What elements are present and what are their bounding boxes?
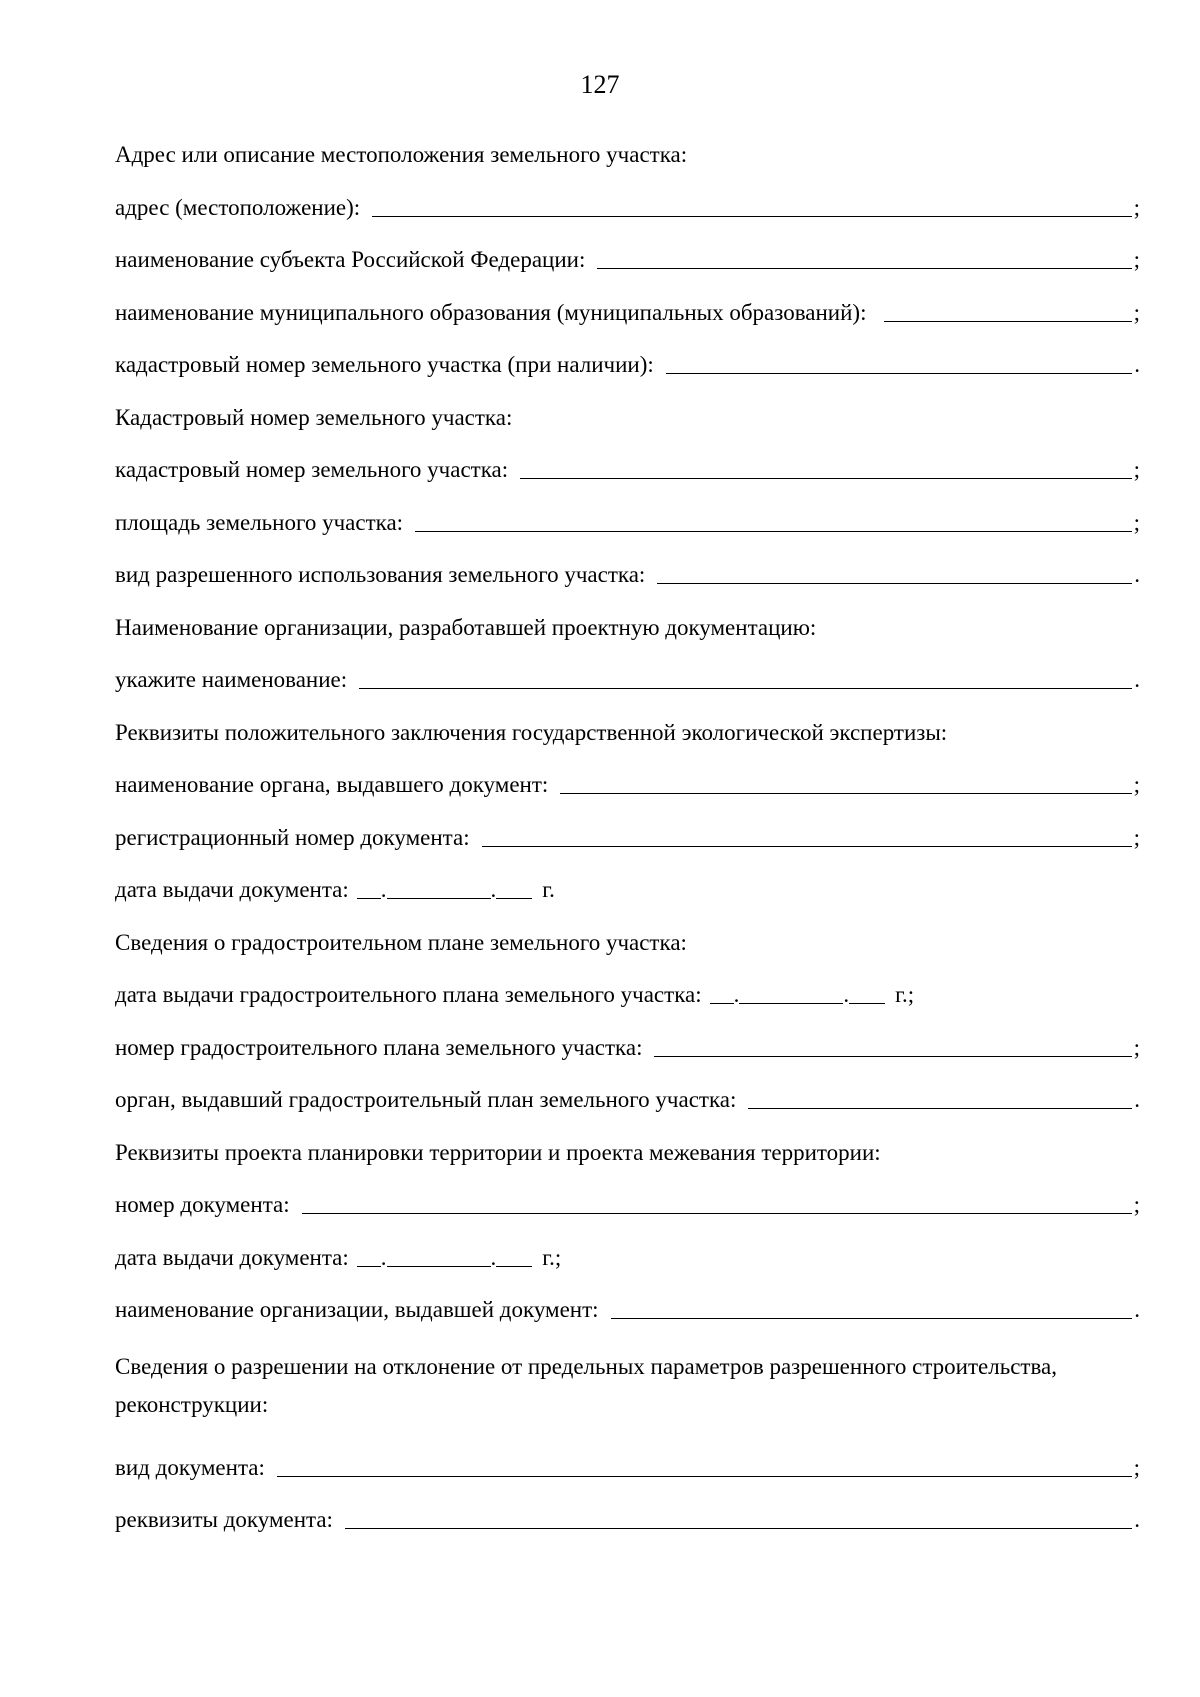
- form-body: [115, 140, 1140, 1558]
- planning-org-label: наименование организации, выдавшей документ:: [115, 1297, 599, 1322]
- subject-row: [115, 245, 1140, 298]
- planning-org-field[interactable]: [611, 1298, 1133, 1319]
- cadastral-optional-label: кадастровый номер земельного участка (при наличии):: [115, 352, 654, 377]
- gpzu-authority-row: [115, 1085, 1140, 1138]
- section-heading-address: Адрес или описание местоположения земельного участка:: [115, 142, 688, 167]
- gpzu-date-row: [115, 980, 1140, 1033]
- section-heading-deviation: Сведения о разрешении на отклонение от предельных параметров разрешенного строительства, реконструкции:: [115, 1353, 1057, 1417]
- cadastral-number-field[interactable]: [520, 458, 1131, 479]
- organization-name-field[interactable]: [359, 668, 1132, 689]
- year-suffix: г.;: [542, 1244, 562, 1270]
- expertise-authority-field[interactable]: [560, 773, 1131, 794]
- deviation-type-row: [115, 1453, 1140, 1506]
- date-separator: .: [490, 877, 497, 902]
- section-heading-planning: Реквизиты проекта планировки территории и проекта межевания территории:: [115, 1139, 881, 1165]
- permitted-use-field[interactable]: [657, 563, 1132, 584]
- planning-number-field[interactable]: [302, 1193, 1132, 1214]
- date-separator: .: [490, 1244, 497, 1270]
- year-suffix: г.: [542, 877, 555, 902]
- date-year-field[interactable]: [496, 1246, 532, 1267]
- row-terminator: .: [1134, 1507, 1140, 1532]
- area-row: [115, 508, 1140, 561]
- gpzu-number-field[interactable]: [654, 1036, 1131, 1057]
- section-heading-organization: Наименование организации, разработавшей проектную документацию:: [115, 614, 817, 640]
- gpzu-authority-label: орган, выдавший градостроительный план земельного участка:: [115, 1087, 737, 1112]
- expertise-reg-number-label: регистрационный номер документа:: [115, 824, 470, 850]
- address-field[interactable]: [372, 196, 1131, 217]
- gpzu-authority-field[interactable]: [748, 1088, 1132, 1109]
- page-number: 127: [580, 70, 620, 99]
- row-terminator: ;: [1133, 247, 1140, 272]
- planning-number-row: [115, 1190, 1140, 1243]
- organization-name-row: [115, 665, 1140, 718]
- expertise-authority-row: [115, 770, 1140, 823]
- row-terminator: ;: [1133, 1192, 1140, 1217]
- row-terminator: ;: [1133, 457, 1140, 482]
- expertise-reg-number-row: [115, 823, 1140, 876]
- date-month-field[interactable]: [387, 1246, 491, 1267]
- date-day-field[interactable]: [357, 878, 381, 899]
- date-separator: .: [380, 1244, 387, 1270]
- deviation-type-label: вид документа:: [115, 1454, 265, 1480]
- gpzu-date-label: дата выдачи градостроительного плана земельного участка:: [115, 982, 702, 1007]
- municipality-field[interactable]: [884, 301, 1131, 322]
- date-separator: .: [843, 982, 850, 1007]
- row-terminator: .: [1134, 352, 1140, 377]
- deviation-details-field[interactable]: [345, 1508, 1132, 1529]
- deviation-details-label: реквизиты документа:: [115, 1507, 333, 1532]
- cadastral-number-row: [115, 455, 1140, 508]
- deviation-type-field[interactable]: [277, 1456, 1132, 1477]
- planning-number-label: номер документа:: [115, 1192, 290, 1217]
- planning-date-label: дата выдачи документа:: [115, 1244, 349, 1270]
- planning-date-row: [115, 1243, 1140, 1296]
- date-year-field[interactable]: [496, 878, 532, 899]
- row-terminator: ;: [1133, 194, 1140, 220]
- municipality-label: наименование муниципального образования (муниципальных образований):: [115, 299, 867, 325]
- row-terminator: .: [1134, 1297, 1140, 1322]
- expertise-date-row: [115, 875, 1140, 928]
- cadastral-optional-field[interactable]: [666, 353, 1132, 374]
- row-terminator: ;: [1133, 824, 1140, 850]
- date-month-field[interactable]: [387, 878, 491, 899]
- row-terminator: .: [1134, 562, 1140, 587]
- year-suffix: г.;: [895, 982, 915, 1007]
- area-field[interactable]: [415, 511, 1132, 532]
- row-terminator: ;: [1133, 1454, 1140, 1480]
- section-heading-cadastral: Кадастровый номер земельного участка:: [115, 404, 513, 430]
- expertise-date-label: дата выдачи документа:: [115, 877, 349, 902]
- row-terminator: .: [1134, 1087, 1140, 1112]
- organization-name-label: укажите наименование:: [115, 667, 348, 692]
- date-year-field[interactable]: [849, 983, 885, 1004]
- permitted-use-row: [115, 560, 1140, 613]
- section-heading-gpzu: Сведения о градостроительном плане земельного участка:: [115, 929, 687, 955]
- expertise-reg-number-field[interactable]: [482, 826, 1132, 847]
- row-terminator: ;: [1133, 299, 1140, 325]
- date-day-field[interactable]: [357, 1246, 381, 1267]
- cadastral-optional-row: [115, 350, 1140, 403]
- planning-org-row: [115, 1295, 1140, 1348]
- section-heading-expertise: Реквизиты положительного заключения государственной экологической экспертизы:: [115, 719, 948, 745]
- subject-field[interactable]: [597, 248, 1131, 269]
- row-terminator: ;: [1133, 1034, 1140, 1060]
- address-row: [115, 193, 1140, 246]
- subject-label: наименование субъекта Российской Федерации:: [115, 247, 586, 272]
- address-label: адрес (местоположение):: [115, 194, 361, 220]
- expertise-authority-label: наименование органа, выдавшего документ:: [115, 772, 549, 797]
- cadastral-number-label: кадастровый номер земельного участка:: [115, 457, 509, 482]
- date-day-field[interactable]: [710, 983, 734, 1004]
- gpzu-number-label: номер градостроительного плана земельного участка:: [115, 1034, 643, 1060]
- deviation-details-row: [115, 1505, 1140, 1558]
- row-terminator: .: [1134, 667, 1140, 692]
- date-month-field[interactable]: [739, 983, 843, 1004]
- date-separator: .: [733, 982, 740, 1007]
- municipality-row: [115, 298, 1140, 351]
- date-separator: .: [380, 877, 387, 902]
- row-terminator: ;: [1133, 772, 1140, 797]
- area-label: площадь земельного участка:: [115, 509, 404, 535]
- row-terminator: ;: [1133, 509, 1140, 535]
- gpzu-number-row: [115, 1033, 1140, 1086]
- permitted-use-label: вид разрешенного использования земельного участка:: [115, 562, 646, 587]
